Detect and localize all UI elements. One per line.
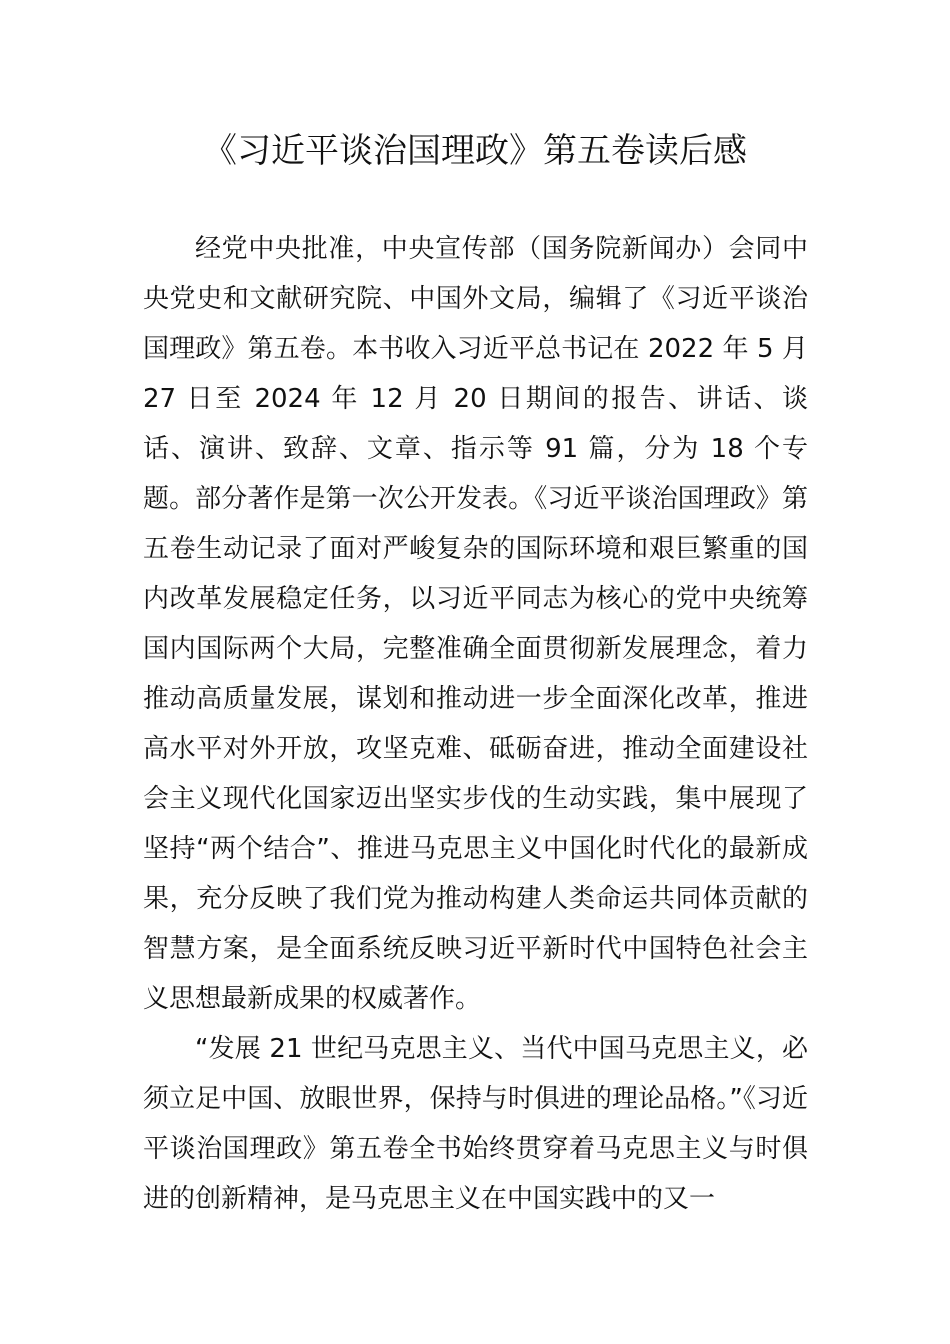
paragraph-2: “发展 21 世纪马克思主义、当代中国马克思主义，必须立足中国、放眼世界，保持与时俱进的理论品格。”《习近平谈治国理政》第五卷全书始终贯穿着马克思主义与时俱进的创新精神，是马克思主义在中国实践中的又一 <box>143 1034 808 1214</box>
document-title: 《习近平谈治国理政》第五卷读后感 <box>203 131 747 171</box>
document-body <box>143 224 808 1224</box>
paragraph-1: 经党中央批准，中央宣传部（国务院新闻办）会同中央党史和文献研究院、中国外文局，编辑了《习近平谈治国理政》第五卷。本书收入习近平总书记在 2022 年 5 月 27 日至 2024 年 12 月 20 日期间的报告、讲话、谈话、演讲、致辞、文章、指示等 91 篇，分为 18 个专题。部分著作是第一次公开发表。《习近平谈治国理政》第五卷生动记录了面对严峻复杂的国际环境和艰巨繁重的国内改革发展稳定任务，以习近平同志为核心的党中央统筹国内国际两个大局，完整准确全面贯彻新发展理念，着力推动高质量发展，谋划和推动进一步全面深化改革，推进高水平对外开放，攻坚克难、砥砺奋进，推动全面建设社会主义现代化国家迈出坚实步伐的生动实践，集中展现了坚持“两个结合”、推进马克思主义中国化时代化的最新成果，充分反映了我们党为推动构建人类命运共同体贡献的智慧方案，是全面系统反映习近平新时代中国特色社会主义思想最新成果的权威著作。 <box>143 234 808 1014</box>
